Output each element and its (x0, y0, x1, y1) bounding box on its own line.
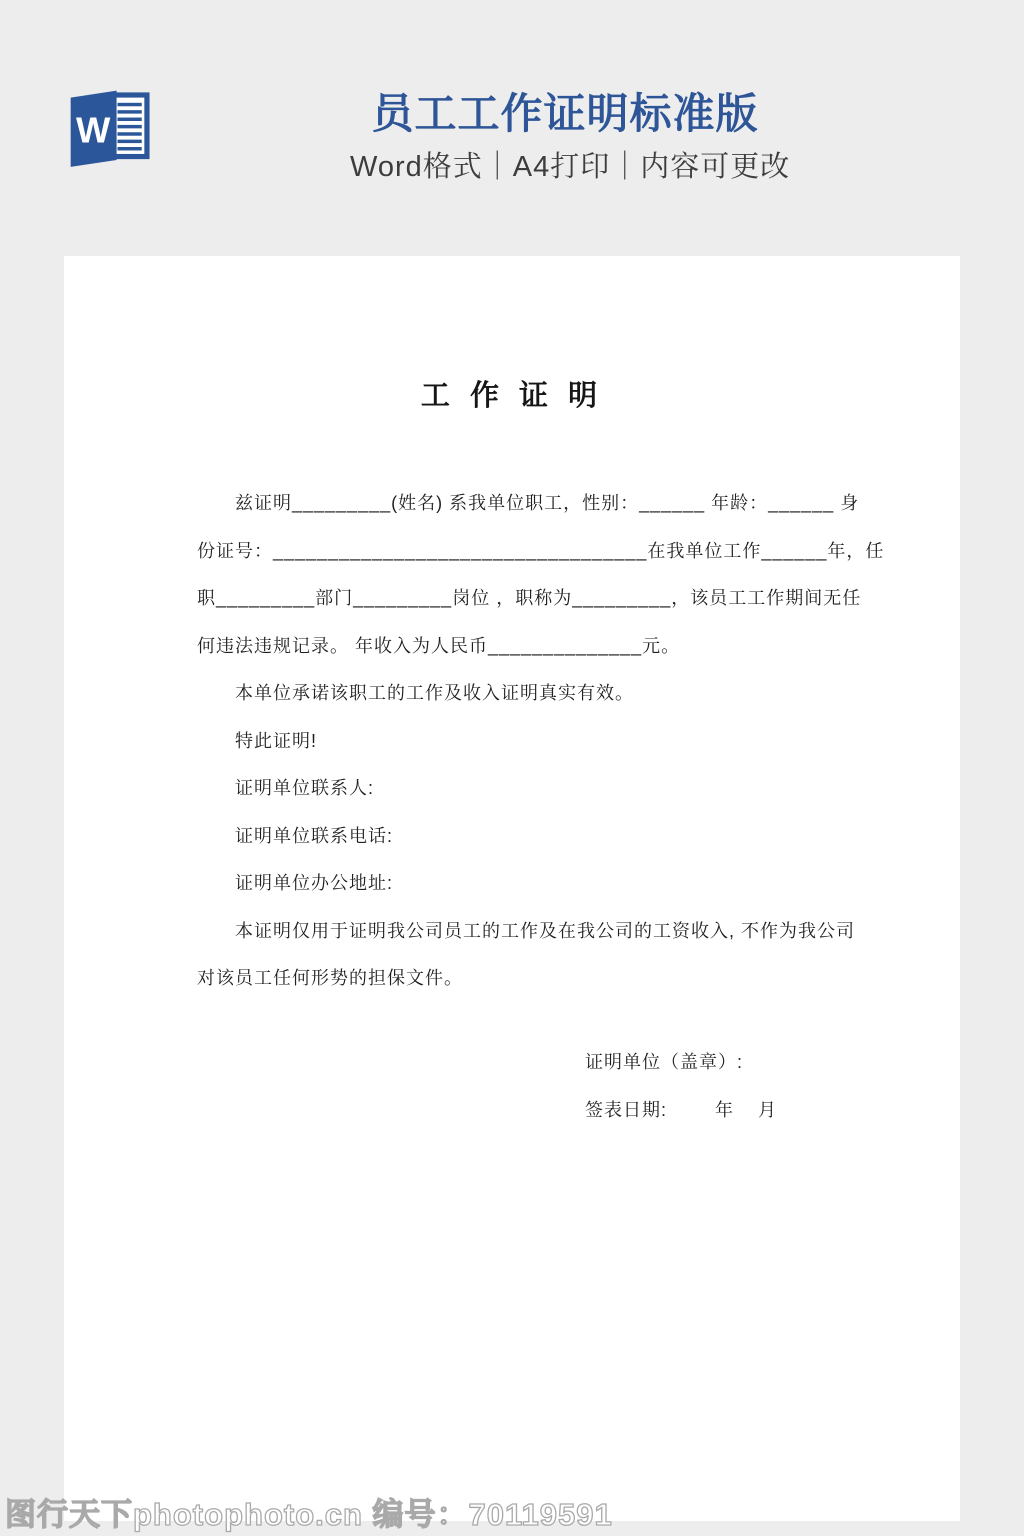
template-subtitle: Word格式｜A4打印｜内容可更改 (350, 151, 791, 183)
header-text-block (350, 88, 791, 185)
document-body-line: 证明单位办公地址: (197, 873, 393, 893)
signature-date-line: 签表日期: 年 月 (585, 1100, 778, 1120)
header (0, 0, 1024, 256)
document-body-line: 对该员工任何形势的担保文件。 (197, 968, 463, 988)
document-title: 工 作 证 明 (420, 380, 604, 412)
document-body-line: 何违法违规记录。 年收入为人民币______________元。 (197, 635, 681, 656)
document-body-line: 特此证明! (197, 730, 318, 751)
document-body-line: 份证号：__________________________________在我单位工作______年，任 (197, 540, 885, 561)
document-body-line: 证明单位联系电话: (197, 825, 393, 846)
document-body-line: 职_________部门_________岗位 ，职称为_________，该员工工作期间无任 (197, 588, 862, 608)
document-body-line: 证明单位联系人: (197, 778, 375, 798)
document-body-line: 兹证明_________(姓名) 系我单位职工，性别：______ 年龄：______ 身 (197, 493, 860, 513)
watermark-text: 图行天下photophoto.cn 编号：70119591 (5, 1497, 613, 1532)
word-icon-letter: W (76, 109, 111, 151)
document-page (64, 256, 960, 1521)
signature-block (585, 1038, 777, 1134)
document-body-line: 本单位承诺该职工的工作及收入证明真实有效。 (197, 683, 634, 703)
word-file-icon (62, 84, 166, 184)
template-title: 员工工作证明标准版 (371, 90, 759, 137)
signature-unit-line: 证明单位（盖章）: (585, 1052, 744, 1072)
document-body-line: 本证明仅用于证明我公司员工的工作及在我公司的工资收入, 不作为我公司 (197, 920, 855, 941)
document-body (197, 480, 904, 1003)
